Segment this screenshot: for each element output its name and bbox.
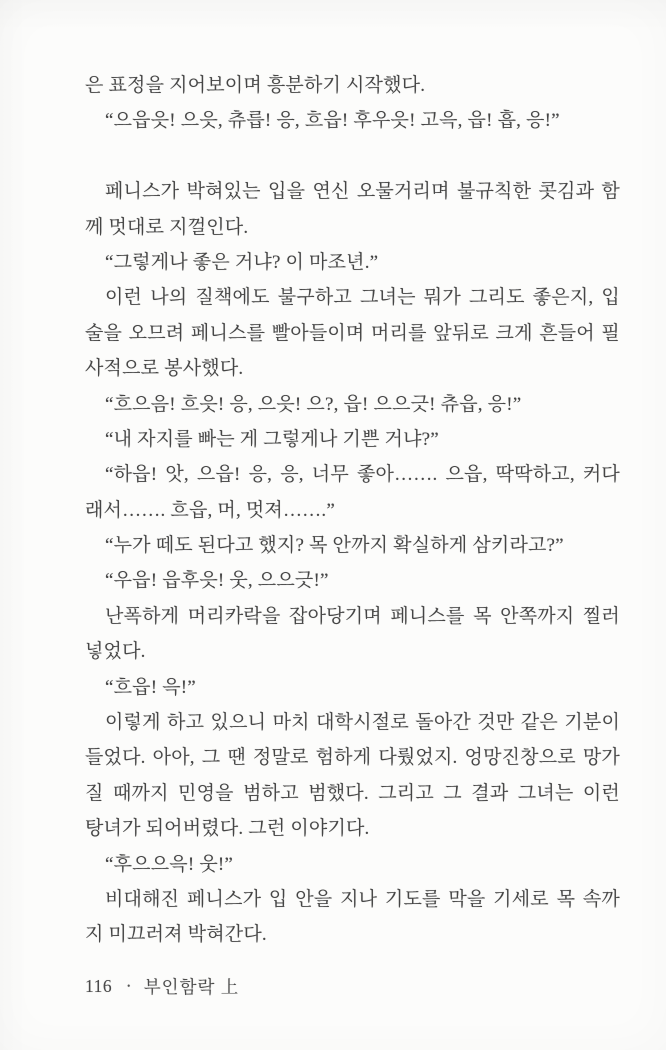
text-line-dialogue: 래서……. 흐읍, 머, 멋져…….” [85, 499, 335, 521]
text-line: 께 멋대로 지껄인다. [85, 216, 249, 238]
text-line-dialogue: “하읍! 앗, 으읍! 응, 응, 너무 좋아……. 으읍, 딱딱하고, 커다 [105, 464, 620, 486]
text-line-dialogue: “우읍! 읍후읏! 웃, 으으긋!” [105, 570, 329, 592]
text-line: 들었다. 아아, 그 땐 정말로 험하게 다뤘었지. 엉망진창으로 망가 [85, 747, 620, 769]
text-line: 탕녀가 되어버렸다. 그런 이야기다. [85, 818, 370, 840]
text-line: 난폭하게 머리카락을 잡아당기며 페니스를 목 안쪽까지 찔러 [105, 605, 620, 627]
page-footer [85, 974, 620, 999]
text-line-dialogue: “으읍읏! 으읏, 츄릅! 응, 흐읍! 후우읏! 고윽, 읍! 흡, 응!” [105, 110, 560, 132]
text-line: 술을 오므려 페니스를 빨아들이며 머리를 앞뒤로 크게 흔들어 필 [85, 322, 620, 344]
text-line: 이런 나의 질책에도 불구하고 그녀는 뭐가 그리도 좋은지, 입 [105, 287, 620, 309]
text-line: 사적으로 봉사했다. [85, 358, 244, 380]
text-line: 페니스가 박혀있는 입을 연신 오물거리며 불규칙한 콧김과 함 [105, 181, 620, 203]
footer-separator-dot: • [127, 981, 131, 992]
text-line: 질 때까지 민영을 범하고 범했다. 그리고 그 결과 그녀는 이런 [85, 782, 620, 804]
text-line: 비대해진 페니스가 입 안을 지나 기도를 막을 기세로 목 속까 [105, 888, 620, 910]
text-line: 지 미끄러져 박혀간다. [85, 924, 267, 946]
text-line-dialogue: “누가 떼도 된다고 했지? 목 안까지 확실하게 삼키라고?” [105, 535, 564, 557]
text-line: 넣었다. [85, 641, 146, 663]
text-line-dialogue: “흐으음! 흐읏! 응, 으읏! 으?, 읍! 으으긋! 츄읍, 응!” [105, 393, 522, 415]
text-line: 이렇게 하고 있으니 마치 대학시절로 돌아간 것만 같은 기분이 [105, 712, 620, 734]
text-line-dialogue: “내 자지를 빠는 게 그렇게나 기쁜 거냐?” [105, 428, 439, 450]
text-line-dialogue: “그렇게나 좋은 거냐? 이 마조년.” [105, 251, 379, 273]
book-title: 부인함락 上 [143, 976, 240, 997]
text-line-dialogue: “흐읍! 윽!” [105, 676, 196, 698]
body-text [85, 68, 620, 953]
text-line: 은 표정을 지어보이며 흥분하기 시작했다. [85, 75, 426, 96]
text-line-dialogue: “후으으윽! 웃!” [105, 853, 234, 875]
page-number: 116 [85, 975, 113, 996]
